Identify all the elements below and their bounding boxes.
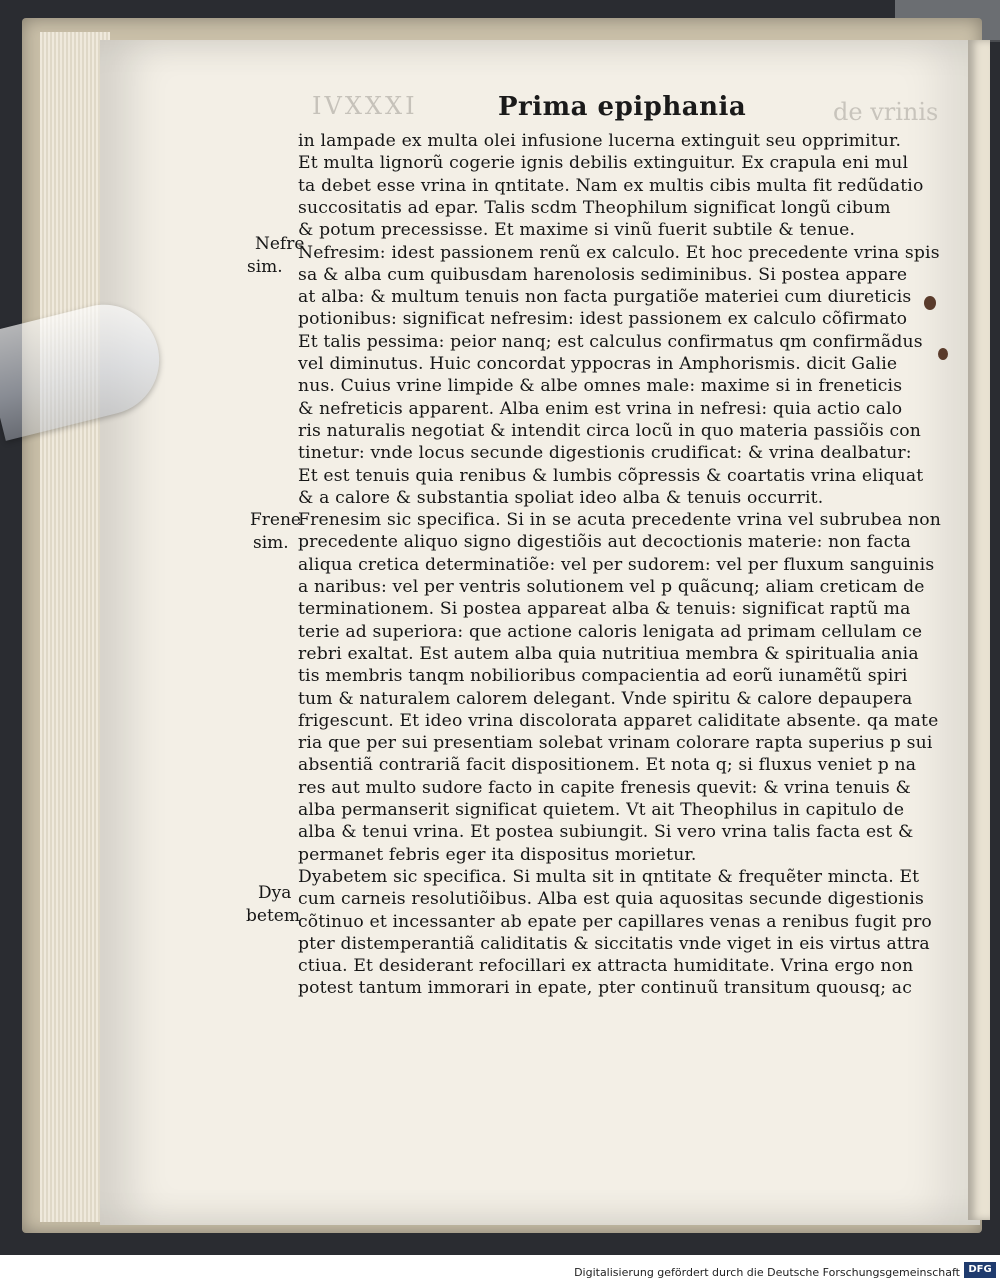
text-line: Nefresim: idest passionem renũ ex calculo. Et hoc precedente vrina spis [298,243,940,263]
text-line: ris naturalis negotiat & intendit circa locũ in quo materia passiõis con [298,421,921,441]
text-line: in lampade ex multa olei infusione lucerna extinguit seu opprimitur. [298,131,902,151]
text-line: cõtinuo et incessanter ab epate per capillares venas a renibus fugit pro [298,912,932,932]
text-line: alba & tenui vrina. Et postea subiungit. Si vero vrina talis facta est & [298,822,914,842]
text-line: sa & alba cum quibusdam harenolosis sediminibus. Si postea appare [298,265,908,285]
marginal-note-nefresim-1: Nefre [255,234,305,254]
digitization-credit: Digitalisierung gefördert durch die Deutsche Forschungsgemeinschaft [574,1266,960,1279]
text-line: & nefreticis apparent. Alba enim est vrina in nefresi: quia actio calo [298,399,903,419]
text-line: a naribus: vel per ventris solutionem vel p quãcunq; aliam creticam de [298,577,925,597]
text-line: & a calore & substantia spoliat ideo alba & tenuis occurrit. [298,488,824,508]
marginal-note-frenesim-2: sim. [253,533,289,553]
text-line: aliqua cretica determinatiõe: vel per sudorem: vel per fluxum sanguinis [298,555,935,575]
text-line: Et est tenuis quia renibus & lumbis cõpressis & coartatis vrina eliquat [298,466,924,486]
text-line: ria que per sui presentiam solebat vrinam colorare rapta superius p sui [298,733,933,753]
text-line: permanet febris eger ita dispositus morietur. [298,845,697,865]
text-line: Et multa lignorũ cogerie ignis debilis extinguitur. Ex crapula eni mul [298,153,909,173]
ink-stain [924,296,936,310]
text-line: succositatis ad epar. Talis scdm Theophilum significat longũ cibum [298,198,891,218]
text-line: at alba: & multum tenuis non facta purgatiõe materiei cum diureticis [298,287,912,307]
text-line: alba permanserit significat quietem. Vt ait Theophilus in capitulo de [298,800,905,820]
text-line: Dyabetem sic specifica. Si multa sit in qntitate & frequẽter mincta. Et [298,867,920,887]
text-line: rebri exaltat. Est autem alba quia nutritiua membra & spiritualia ania [298,644,919,664]
text-line: tum & naturalem calorem delegant. Vnde spiritu & calore depaupera [298,689,913,709]
text-line: ta debet esse vrina in qntitate. Nam ex multis cibis multa fit redũdatio [298,176,924,196]
text-line: cum carneis resolutiõibus. Alba est quia aquositas secunde digestionis [298,889,924,909]
text-line: & potum precessisse. Et maxime si vinũ fuerit subtile & tenue. [298,220,856,240]
text-line: Et talis pessima: peior nanq; est calculus confirmatus qm confirmãdus [298,332,923,352]
text-line: terminationem. Si postea appareat alba & tenuis: significat raptũ ma [298,599,911,619]
text-line: absentiã contrariã facit dispositionem. Et nota q; si fluxus veniet p na [298,755,917,775]
folio-number: IVXXXI [312,92,418,120]
text-line: terie ad superiora: que actione caloris lenigata ad primam cellulam ce [298,622,923,642]
text-line: potionibus: significat nefresim: idest passionem ex calculo cõfirmato [298,309,908,329]
text-line: res aut multo sudore facto in capite frenesis quevit: & vrina tenuis & [298,778,911,798]
marginal-note-nefresim-2: sim. [247,257,283,277]
text-line: tis membris tanqm nobilioribus compacientia ad eorũ iunamẽtũ spiri [298,666,908,686]
text-line: pter distemperantiã caliditatis & siccitatis vnde viget in eis virtus attra [298,934,930,954]
gutter-edge [968,40,990,1220]
dfg-logo: DFG [964,1262,996,1278]
text-line: potest tantum immorari in epate, pter continuũ transitum quousq; ac [298,978,912,998]
marginal-note-dyabetem-1: Dya [258,883,292,903]
ink-stain [938,348,948,360]
text-line: nus. Cuius vrine limpide & albe omnes male: maxime si in freneticis [298,376,903,396]
text-line: vel diminutus. Huic concordat yppocras in Amphorismis. dicit Galie [298,354,898,374]
running-title: Prima epiphania [498,92,747,122]
text-line: Frenesim sic specifica. Si in se acuta precedente vrina vel subrubea non [298,510,941,530]
marginal-note-dyabetem-2: betem [246,906,300,926]
text-line: ctiua. Et desiderant refocillari ex attracta humiditate. Vrina ergo non [298,956,914,976]
bleed-through-heading: de vrinis [833,98,939,126]
text-line: precedente aliquo signo digestiõis aut decoctionis materie: non facta [298,532,911,552]
marginal-note-frenesim-1: Frene [250,510,301,530]
text-line: tinetur: vnde locus secunde digestionis crudificat: & vrina dealbatur: [298,443,912,463]
text-line: frigescunt. Et ideo vrina discolorata apparet caliditate absente. qa mate [298,711,939,731]
